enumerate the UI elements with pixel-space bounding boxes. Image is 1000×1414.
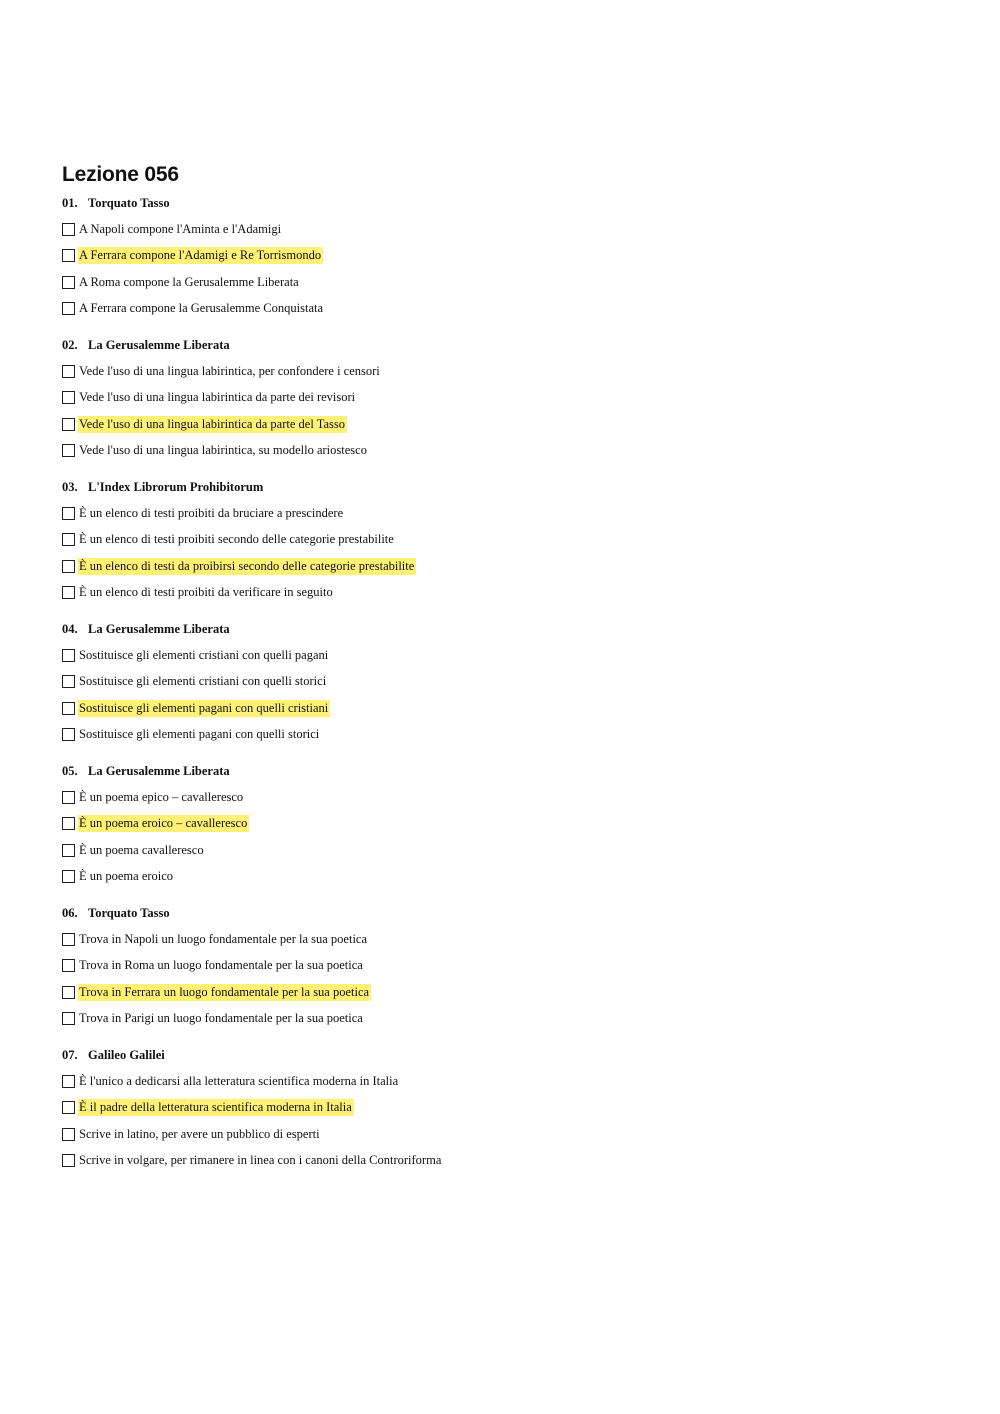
answer-checkbox[interactable] xyxy=(62,959,75,972)
answer-checkbox[interactable] xyxy=(62,249,75,262)
answer-option[interactable] xyxy=(62,269,942,296)
answer-checkbox[interactable] xyxy=(62,1101,75,1114)
question-title: Torquato Tasso xyxy=(88,906,170,920)
answer-text: Sostituisce gli elementi pagani con quelli storici xyxy=(79,727,320,742)
answer-checkbox[interactable] xyxy=(62,791,75,804)
question-number: 04. xyxy=(62,622,78,636)
answer-option[interactable] xyxy=(62,216,942,243)
answer-option[interactable] xyxy=(62,1006,942,1033)
question-heading xyxy=(62,763,942,779)
answer-option[interactable] xyxy=(62,1068,942,1095)
answer-checkbox[interactable] xyxy=(62,444,75,457)
answer-option[interactable] xyxy=(62,784,942,811)
answer-checkbox[interactable] xyxy=(62,302,75,315)
answer-text: A Roma compone la Gerusalemme Liberata xyxy=(79,274,299,289)
answer-checkbox[interactable] xyxy=(62,702,75,715)
question-heading xyxy=(62,195,942,211)
question-3 xyxy=(62,479,942,606)
answer-option[interactable] xyxy=(62,243,942,270)
question-heading xyxy=(62,621,942,637)
answer-option[interactable] xyxy=(62,953,942,980)
answer-option[interactable] xyxy=(62,500,942,527)
answer-text: È un poema eroico xyxy=(79,869,174,884)
question-title: Torquato Tasso xyxy=(88,196,170,210)
question-number: 03. xyxy=(62,480,78,494)
answer-checkbox[interactable] xyxy=(62,1012,75,1025)
answer-option[interactable] xyxy=(62,837,942,864)
question-heading xyxy=(62,337,942,353)
question-title: Galileo Galilei xyxy=(88,1048,165,1062)
answer-option[interactable] xyxy=(62,722,942,749)
answer-checkbox[interactable] xyxy=(62,817,75,830)
answer-option[interactable] xyxy=(62,358,942,385)
question-title: La Gerusalemme Liberata xyxy=(88,622,230,636)
answer-checkbox[interactable] xyxy=(62,533,75,546)
answer-option[interactable] xyxy=(62,695,942,722)
answer-text: Vede l'uso di una lingua labirintica da parte dei revisori xyxy=(79,390,356,405)
question-number: 06. xyxy=(62,906,78,920)
answer-checkbox[interactable] xyxy=(62,586,75,599)
answer-checkbox[interactable] xyxy=(62,844,75,857)
answer-checkbox[interactable] xyxy=(62,870,75,883)
highlighted-answer-text: Vede l'uso di una lingua labirintica da parte del Tasso xyxy=(79,416,346,431)
answer-checkbox[interactable] xyxy=(62,649,75,662)
answer-text: Scrive in latino, per avere un pubblico di esperti xyxy=(79,1126,320,1141)
answer-option[interactable] xyxy=(62,642,942,669)
answer-checkbox[interactable] xyxy=(62,675,75,688)
answer-option[interactable] xyxy=(62,1095,942,1122)
lesson-title: Lezione 056 xyxy=(62,163,179,186)
question-number: 02. xyxy=(62,338,78,352)
question-title: La Gerusalemme Liberata xyxy=(88,764,230,778)
question-6 xyxy=(62,905,942,1032)
question-heading xyxy=(62,1047,942,1063)
answer-text: Trova in Roma un luogo fondamentale per la sua poetica xyxy=(79,958,363,973)
answer-checkbox[interactable] xyxy=(62,1128,75,1141)
question-number: 05. xyxy=(62,764,78,778)
question-7 xyxy=(62,1047,942,1174)
question-1 xyxy=(62,195,942,322)
highlighted-answer-text: È un poema eroico – cavalleresco xyxy=(79,816,248,831)
highlighted-answer-text: Sostituisce gli elementi pagani con quelli cristiani xyxy=(79,700,329,715)
answer-text: È un elenco di testi proibiti secondo delle categorie prestabilite xyxy=(79,532,394,547)
answer-checkbox[interactable] xyxy=(62,933,75,946)
question-5 xyxy=(62,763,942,890)
highlighted-answer-text: A Ferrara compone l'Adamigi e Re Torrismondo xyxy=(79,248,322,263)
answer-checkbox[interactable] xyxy=(62,418,75,431)
answer-checkbox[interactable] xyxy=(62,365,75,378)
answer-option[interactable] xyxy=(62,580,942,607)
answer-option[interactable] xyxy=(62,553,942,580)
question-heading xyxy=(62,479,942,495)
answer-text: Trova in Parigi un luogo fondamentale per la sua poetica xyxy=(79,1011,363,1026)
answer-text: È un elenco di testi proibiti da verificare in seguito xyxy=(79,585,333,600)
question-2 xyxy=(62,337,942,464)
answer-text: Sostituisce gli elementi cristiani con quelli storici xyxy=(79,674,327,689)
highlighted-answer-text: È il padre della letteratura scientifica moderna in Italia xyxy=(79,1100,352,1115)
answer-option[interactable] xyxy=(62,385,942,412)
answer-option[interactable] xyxy=(62,811,942,838)
highlighted-answer-text: È un elenco di testi da proibirsi secondo delle categorie prestabilite xyxy=(79,558,415,573)
question-heading xyxy=(62,905,942,921)
answer-text: Trova in Napoli un luogo fondamentale per la sua poetica xyxy=(79,931,368,946)
question-4 xyxy=(62,621,942,748)
answer-checkbox[interactable] xyxy=(62,507,75,520)
highlighted-answer-text: Trova in Ferrara un luogo fondamentale per la sua poetica xyxy=(79,984,370,999)
answer-text: È un poema epico – cavalleresco xyxy=(79,789,244,804)
question-title: L'Index Librorum Prohibitorum xyxy=(88,480,264,494)
answer-checkbox[interactable] xyxy=(62,986,75,999)
answer-text: È un poema cavalleresco xyxy=(79,842,204,857)
quiz-page xyxy=(62,162,942,1189)
question-list xyxy=(62,195,942,1174)
answer-checkbox[interactable] xyxy=(62,1154,75,1167)
question-title: La Gerusalemme Liberata xyxy=(88,338,230,352)
answer-option[interactable] xyxy=(62,864,942,891)
question-number: 07. xyxy=(62,1048,78,1062)
answer-option[interactable] xyxy=(62,979,942,1006)
answer-text: Scrive in volgare, per rimanere in linea con i canoni della Controriforma xyxy=(79,1153,442,1168)
answer-checkbox[interactable] xyxy=(62,1075,75,1088)
answer-option[interactable] xyxy=(62,527,942,554)
answer-text: A Ferrara compone la Gerusalemme Conquistata xyxy=(79,301,324,316)
answer-option[interactable] xyxy=(62,438,942,465)
answer-checkbox[interactable] xyxy=(62,391,75,404)
answer-checkbox[interactable] xyxy=(62,276,75,289)
answer-text: È un elenco di testi proibiti da bruciare a prescindere xyxy=(79,505,344,520)
answer-text: Vede l'uso di una lingua labirintica, su modello ariostesco xyxy=(79,443,367,458)
answer-option[interactable] xyxy=(62,1148,942,1175)
answer-option[interactable] xyxy=(62,1121,942,1148)
answer-checkbox[interactable] xyxy=(62,223,75,236)
answer-option[interactable] xyxy=(62,669,942,696)
answer-text: A Napoli compone l'Aminta e l'Adamigi xyxy=(79,221,282,236)
answer-option[interactable] xyxy=(62,411,942,438)
answer-text: Sostituisce gli elementi cristiani con quelli pagani xyxy=(79,647,329,662)
answer-text: È l'unico a dedicarsi alla letteratura scientifica moderna in Italia xyxy=(79,1073,399,1088)
answer-option[interactable] xyxy=(62,296,942,323)
answer-checkbox[interactable] xyxy=(62,560,75,573)
answer-checkbox[interactable] xyxy=(62,728,75,741)
answer-text: Vede l'uso di una lingua labirintica, per confondere i censori xyxy=(79,363,380,378)
answer-option[interactable] xyxy=(62,926,942,953)
question-number: 01. xyxy=(62,196,78,210)
